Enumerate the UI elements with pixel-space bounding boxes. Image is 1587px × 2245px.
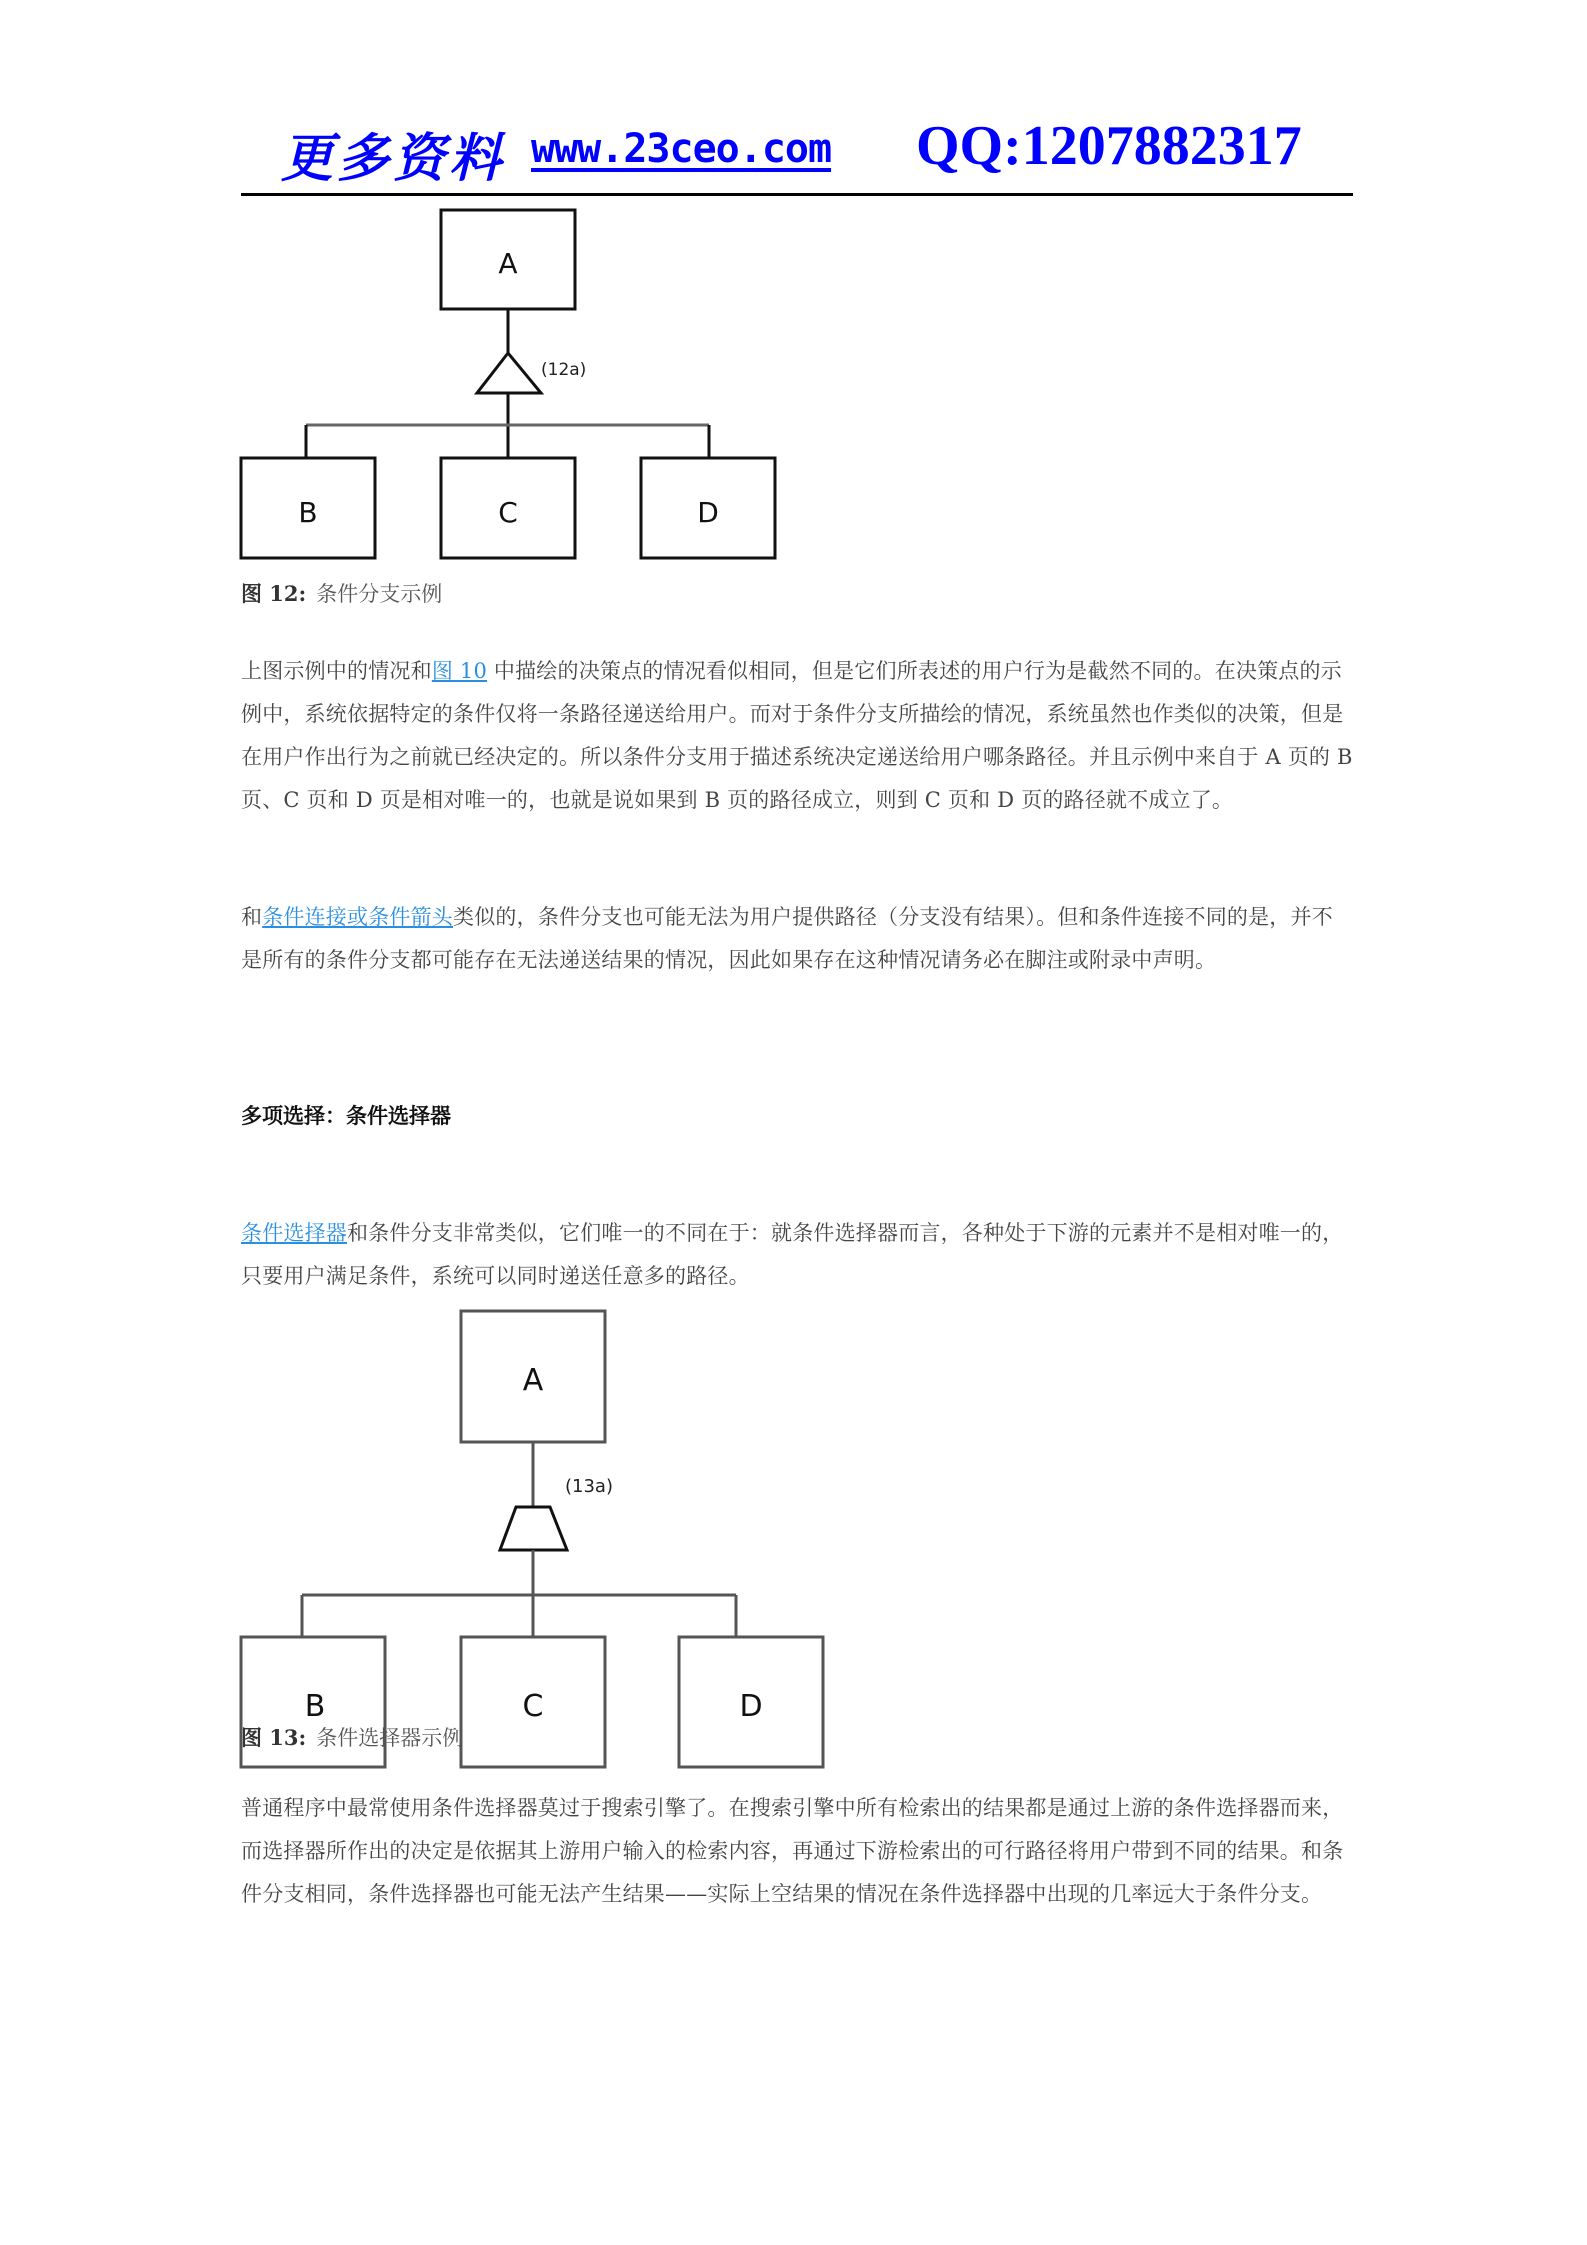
box-b-label: B (298, 496, 318, 529)
brand-text: 更多资料 (281, 128, 506, 189)
text: 和 (241, 905, 263, 929)
figure-13-diagram (230, 1300, 860, 1780)
paragraph-3 (241, 1212, 1353, 1298)
text: 上图示例中的情况和 (241, 659, 432, 683)
page-header (241, 110, 1351, 190)
text: 和条件分支非常类似，它们唯一的不同在于：就条件选择器而言，各种处于下游的元素并不是相对唯一的，只要用户满足条件，系统可以同时递送任意多的路径。 (241, 1221, 1344, 1288)
conditional-connector-link[interactable]: 条件连接或条件箭头 (262, 905, 454, 929)
annotation-13a: (13a) (565, 1476, 613, 1497)
conditional-selector-trapezoid-icon (500, 1507, 567, 1550)
conditional-branch-triangle-icon (477, 353, 541, 393)
caption-label: 图 12: (241, 581, 307, 606)
box-a-label: A (522, 1363, 544, 1398)
box-c-label: C (498, 496, 518, 529)
site-link[interactable]: www.23ceo.com (531, 126, 832, 172)
figure-13-caption (241, 1722, 463, 1752)
caption-label: 图 13: (241, 1725, 307, 1750)
box-b-label: B (304, 1689, 326, 1724)
box-d-label: D (739, 1689, 763, 1724)
paragraph-4: 普通程序中最常使用条件选择器莫过于搜索引擎了。在搜索引擎中所有检索出的结果都是通过上游的条件选择器而来，而选择器所作出的决定是依据其上游用户输入的检索内容，再通过下游检索出的可行路径将用户带到不同的结果。和条件分支相同，条件选择器也可能无法产生结果——实际上空结果的情况在条件选择器中出现的几率远大于条件分支。 (241, 1796, 1344, 1906)
box-d-label: D (697, 496, 719, 529)
text: 类似的，条件分支也可能无法为用户提供路径（分支没有结果）。但和条件连接不同的是，并不是所有的条件分支都可能存在无法递送结果的情况，因此如果存在这种情况请务必在脚注或附录中声明。 (241, 905, 1333, 972)
box-a-label: A (498, 247, 518, 280)
paragraph-1 (241, 650, 1353, 822)
header-divider (241, 193, 1353, 196)
caption-text: 条件分支示例 (316, 582, 443, 606)
text: 中描绘的决策点的情况看似相同，但是它们所表述的用户行为是截然不同的。在决策点的示例中，系统依据特定的条件仅将一条路径递送给用户。而对于条件分支所描绘的情况，系统虽然也作类似的决策，但是在用户作出行为之前就已经决定的。所以条件分支用于描述系统决定递送给用户哪条路径。并且示例中来自于 A 页的 B 页、C 页和 D 页是相对唯一的，也就是说如果到 B 页的路径成立，则到 C 页和 D 页的路径就不成立了。 (241, 659, 1353, 812)
figure-12-caption (241, 578, 442, 608)
figure-12-diagram (230, 200, 830, 570)
box-c-label: C (522, 1689, 544, 1724)
caption-text: 条件选择器示例 (316, 1726, 464, 1750)
qq-contact: QQ:1207882317 (916, 115, 1302, 177)
annotation-12a: (12a) (541, 360, 587, 380)
section-heading: 多项选择：条件选择器 (241, 1104, 451, 1128)
paragraph-2 (241, 896, 1353, 982)
conditional-selector-link[interactable]: 条件选择器 (241, 1221, 347, 1245)
figure-10-link[interactable]: 图 10 (431, 659, 488, 683)
